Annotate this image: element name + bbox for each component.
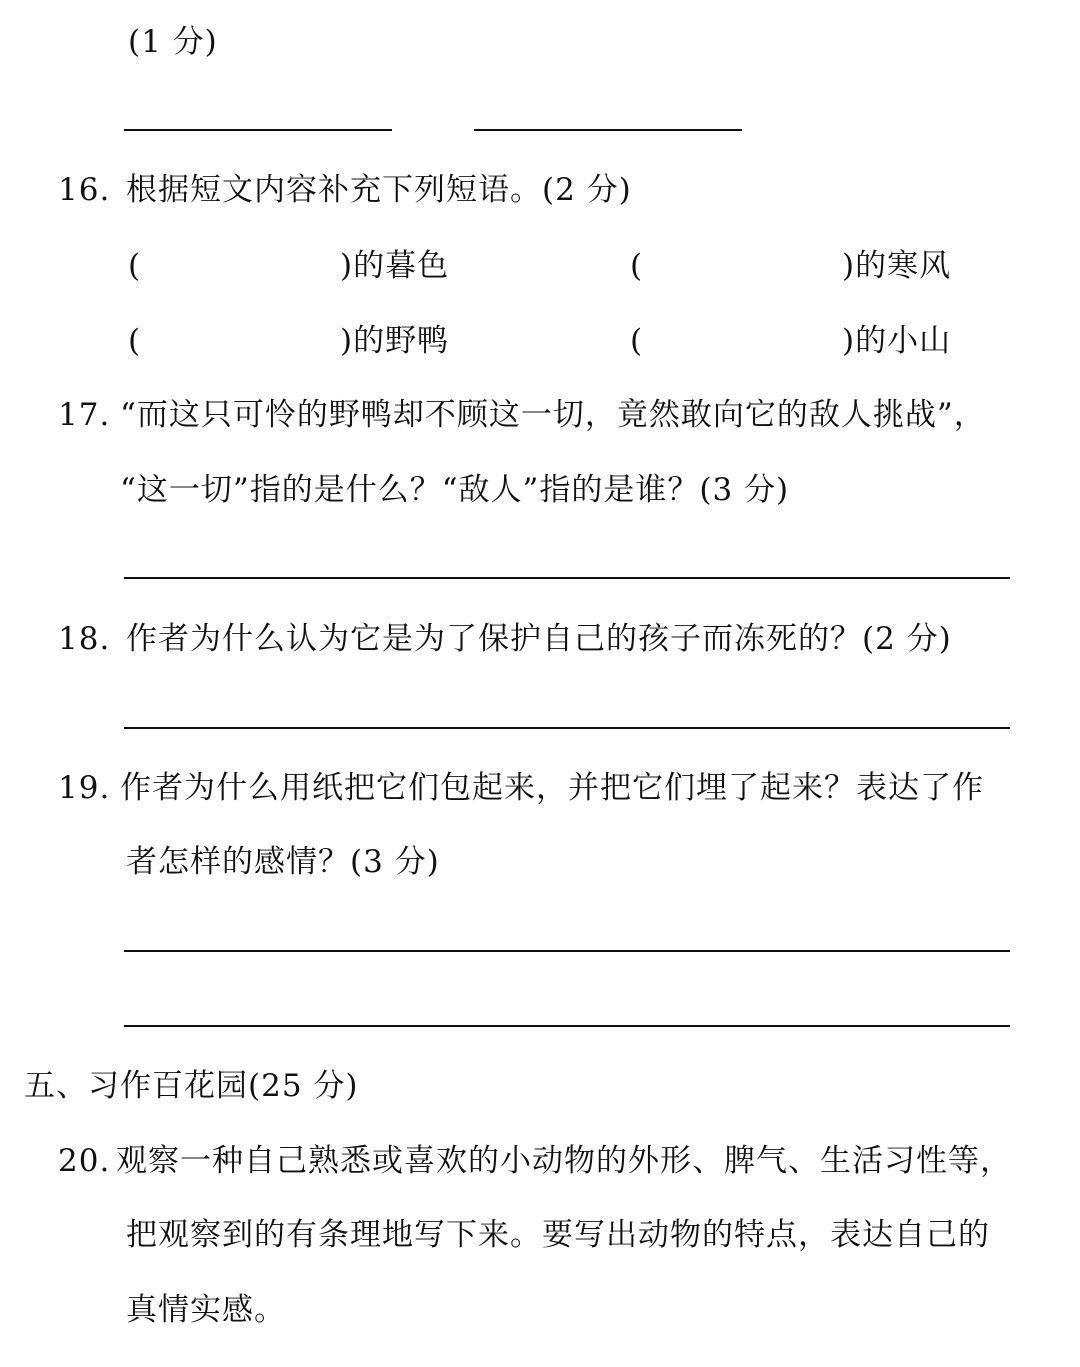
q18-prompt: 作者为什么认为它是为了保护自己的孩子而冻死的？(2 分) [126, 621, 952, 657]
q20-number: 20. [58, 1143, 111, 1179]
q20-prompt-line-2: 把观察到的有条理地写下来。要写出动物的特点，表达自己的 [126, 1217, 990, 1253]
q16-blank-2-open: ( [630, 248, 644, 284]
q16-number: 16. [58, 172, 111, 208]
q16-prompt: 根据短文内容补充下列短语。(2 分) [126, 172, 632, 208]
q19-prompt-line-1: 作者为什么用纸把它们包起来，并把它们埋了起来？表达了作 [120, 770, 984, 806]
q16-blank-4-phrase: )的小山 [842, 323, 952, 359]
q16-blank-2-phrase: )的寒风 [842, 248, 952, 284]
q17-number: 17. [58, 397, 111, 433]
q16-blank-4-open: ( [630, 323, 644, 359]
q19-number: 19. [58, 770, 111, 806]
q18-answer-line[interactable] [124, 727, 1010, 729]
q16-blank-1-open: ( [128, 248, 142, 284]
q17-prompt-line-2: “这一切”指的是什么？“敌人”指的是谁？(3 分) [120, 472, 790, 508]
q15-answer-line-1[interactable] [124, 129, 392, 131]
q20-prompt-line-3: 真情实感。 [126, 1292, 286, 1328]
q19-answer-line-2[interactable] [124, 1025, 1010, 1027]
q19-prompt-line-2: 者怎样的感情？(3 分) [126, 844, 440, 880]
q19-answer-line-1[interactable] [124, 950, 1010, 952]
q17-answer-line[interactable] [124, 577, 1010, 579]
q20-prompt-line-1: 观察一种自己熟悉或喜欢的小动物的外形、脾气、生活习性等， [116, 1143, 1012, 1179]
q15-score: (1 分) [128, 24, 218, 60]
q15-answer-line-2[interactable] [474, 129, 742, 131]
q16-blank-3-open: ( [128, 323, 142, 359]
section-5-title: 五、习作百花园(25 分) [24, 1068, 359, 1104]
q16-blank-3-phrase: )的野鸭 [340, 323, 450, 359]
q17-prompt-line-1: “而这只可怜的野鸭却不顾这一切，竟然敢向它的敌人挑战”， [120, 397, 986, 433]
q16-blank-1-phrase: )的暮色 [340, 248, 450, 284]
q18-number: 18. [58, 621, 111, 657]
